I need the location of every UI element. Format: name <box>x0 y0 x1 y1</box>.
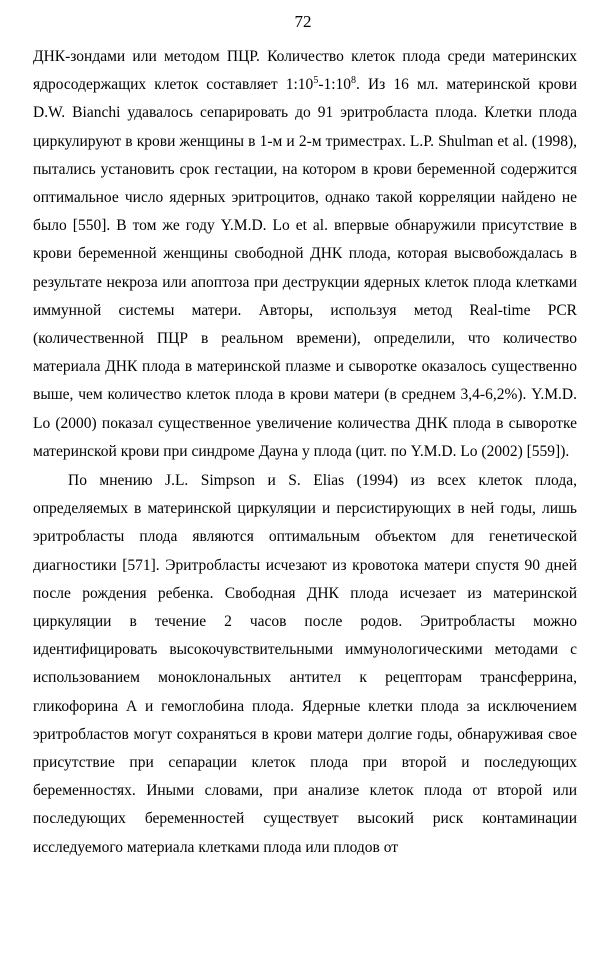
page-number: 72 <box>294 12 312 31</box>
ratio-separator: -1:10 <box>318 76 352 94</box>
paragraph-1-text-start: ДНК-зондами или методом ПЦР. Количество клеток плода среди материнских ядросодержащих клеток составляет 1:10 <box>33 48 577 94</box>
page-body <box>33 43 577 862</box>
exponent-8: 8 <box>351 75 357 87</box>
paragraph-2: По мнению J.L. Simpson и S. Elias (1994) из всех клеток плода, определяемых в материнской циркуляции и персистирующих в ней годы, лишь эритробласты плода являются оптимальным объектом для генетической диагностики [571]. Эритробласты исчезают из кровотока матери спустя 90 дней после рождения ребенка. Свободная ДНК плода исчезает из материнской циркуляции в течение 2 часов после родов. Эритробласты можно идентифицировать высокочувствительными иммунологическими методами с использованием моноклональных антител к рецепторам трансферрина, гликофорина А и гемоглобина плода. Ядерные клетки плода за исключением эритробластов могут сохраняться в крови матери долгие годы, обнаруживая свое присутствие при сепарации клеток плода при второй и последующих беременностях. Иными словами, при анализе клеток плода от второй или последующих беременностей существует высокий риск контаминации исследуемого материала клетками плода или плодов от <box>33 472 577 856</box>
paragraph-1 <box>33 43 577 466</box>
paragraph-1-text-rest: . Из 16 мл. материнской крови D.W. Bianchi удавалось сепарировать до 91 эритробласта плода. Клетки плода циркулируют в крови женщины в 1-м и 2-м триместрах. L.P. Shulman et al. (1998), пытались установить срок гестации, на котором в крови беременной содержится оптимальное число ядерных эритроцитов, однако такой корреляции найдено не было [550]. В том же году Y.M.D. Lo et al. впервые обнаружили присутствие в крови беременной женщины свободной ДНК плода, которая высвобождалась в результате некроза или апоптоза при деструкции ядерных клеток плода клетками иммунной системы матери. Авторы, используя метод Real-time PCR (количественной ПЦР в реальном времени), определили, что количество материала ДНК плода в материнской плазме и сыворотке оказалось существенно выше, чем количество клеток плода в крови матери (в среднем 3,4-6,2%). Y.M.D. Lo (2000) показал существенное увеличение количества ДНК плода в сыворотке материнской крови при синдроме Дауна у плода (цит. по Y.M.D. Lo (2002) [559]). <box>33 76 577 460</box>
exponent-5: 5 <box>313 75 319 87</box>
